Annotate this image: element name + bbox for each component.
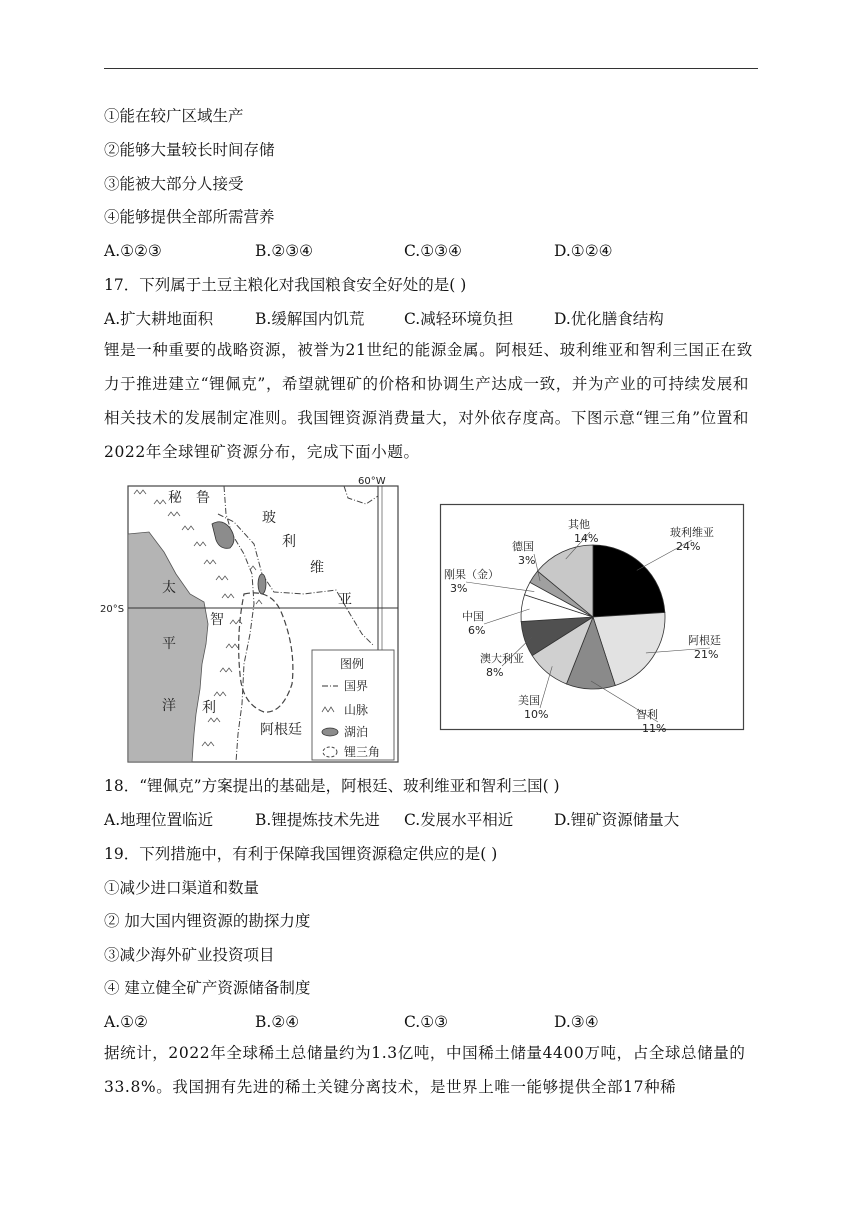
q19-option-d: D.③④ <box>554 1013 599 1031</box>
q19-option-c: C.①③ <box>404 1013 449 1031</box>
label-chile-2: 利 <box>202 700 216 716</box>
lon-label: 60°W <box>358 476 386 487</box>
q18-option-c: C.发展水平相近 <box>404 811 514 829</box>
q17-option-b: B.缓解国内饥荒 <box>255 310 365 328</box>
q18-option-d: D.锂矿资源储量大 <box>554 811 680 829</box>
pie-percent-label: 3% <box>450 582 468 595</box>
label-peru-2: 鲁 <box>196 490 210 506</box>
lake-poopo <box>258 574 266 594</box>
q16-option-b: B.②③④ <box>255 242 314 260</box>
header-rule <box>104 68 758 69</box>
q19-stem: 19．下列措施中，有利于保障我国锂资源稳定供应的是( ) <box>104 845 498 863</box>
label-pacific-1: 太 <box>162 580 176 596</box>
lat-label: 20°S <box>100 604 125 615</box>
label-bolivia-3: 维 <box>310 560 324 576</box>
label-argentina: 阿根廷 <box>260 722 302 738</box>
q16-option-d: D.①②④ <box>554 242 613 260</box>
legend-mountain: 山脉 <box>344 703 369 717</box>
lake-icon <box>322 728 338 736</box>
q19-option-b: B.②④ <box>255 1013 300 1031</box>
pie-label: 其他 <box>568 518 590 531</box>
q19-item-2: ② 加大国内锂资源的勘探力度 <box>104 912 311 930</box>
pie-label: 玻利维亚 <box>670 526 714 539</box>
q17-option-c: C.减轻环境负担 <box>404 310 514 328</box>
q19-item-3: ③减少海外矿业投资项目 <box>104 946 275 964</box>
label-chile-1: 智 <box>210 612 224 628</box>
legend-border: 国界 <box>344 679 369 693</box>
q18-option-b: B.锂提炼技术先进 <box>255 811 380 829</box>
pie-percent-label: 21% <box>694 648 719 661</box>
q16-item-1: ①能在较广区域生产 <box>104 107 244 125</box>
lithium-reserves-pie-chart <box>440 504 744 735</box>
pie-percent-label: 24% <box>676 540 701 553</box>
label-peru-1: 秘 <box>168 490 182 506</box>
pie-label: 美国 <box>518 694 540 707</box>
q17-option-a: A.扩大耕地面积 <box>104 310 214 328</box>
label-bolivia-4: 亚 <box>338 592 352 608</box>
pie-percent-label: 3% <box>518 554 536 567</box>
pie-label: 澳大利亚 <box>480 652 524 665</box>
pie-label: 中国 <box>462 610 484 623</box>
pie-percent-label: 14% <box>574 532 599 545</box>
q18-option-a: A.地理位置临近 <box>104 811 214 829</box>
pie-label: 德国 <box>512 540 534 553</box>
pie-label: 刚果（金） <box>444 568 499 581</box>
legend-lake: 湖泊 <box>344 725 369 739</box>
pie-percent-label: 6% <box>468 624 486 637</box>
q16-item-2: ②能够大量较长时间存储 <box>104 141 275 159</box>
q19-option-a: A.①② <box>104 1013 148 1031</box>
passage-lithium: 锂是一种重要的战略资源，被誉为21世纪的能源金属。阿根廷、玻利维亚和智利三国正在致力于推进建立“锂佩克”，希望就锂矿的价格和协调生产达成一致，并为产业的可持续发展和相关技术的发展制定准则。我国锂资源消费量大，对外依存度高。下图示意“锂三角”位置和2022年全球锂矿资源分布，完成下面小题。 <box>104 341 753 461</box>
q16-item-3: ③能被大部分人接受 <box>104 175 244 193</box>
map-legend <box>312 650 394 760</box>
q18-stem: 18．“锂佩克”方案提出的基础是，阿根廷、玻利维亚和智利三国( ) <box>104 777 560 795</box>
pie-label: 阿根廷 <box>688 634 721 647</box>
q19-item-4: ④ 建立健全矿产资源储备制度 <box>104 979 311 997</box>
label-pacific-2: 平 <box>162 636 176 652</box>
pie-percent-label: 8% <box>486 666 504 679</box>
q17-option-d: D.优化膳食结构 <box>554 310 664 328</box>
passage-rare-earth: 据统计，2022年全球稀土总储量约为1.3亿吨，中国稀土储量4400万吨，占全球总储量的33.8%。我国拥有先进的稀土关键分离技术，是世界上唯一能够提供全部17种稀 <box>104 1044 746 1096</box>
q17-stem: 17．下列属于土豆主粮化对我国粮食安全好处的是( ) <box>104 276 467 294</box>
q16-item-4: ④能够提供全部所需营养 <box>104 208 275 226</box>
q16-option-c: C.①③④ <box>404 242 462 260</box>
q16-option-a: A.①②③ <box>104 242 162 260</box>
pie-percent-label: 10% <box>524 708 549 721</box>
label-bolivia-1: 玻 <box>262 510 276 526</box>
label-pacific-3: 洋 <box>162 698 176 714</box>
pie-percent-label: 11% <box>642 722 667 735</box>
lithium-triangle-map <box>100 474 404 764</box>
pie-label: 智利 <box>636 708 658 721</box>
label-bolivia-2: 利 <box>282 534 296 550</box>
q19-item-1: ①减少进口渠道和数量 <box>104 879 260 897</box>
legend-title: 图例 <box>340 657 365 671</box>
legend-lithium-triangle: 锂三角 <box>344 745 381 759</box>
